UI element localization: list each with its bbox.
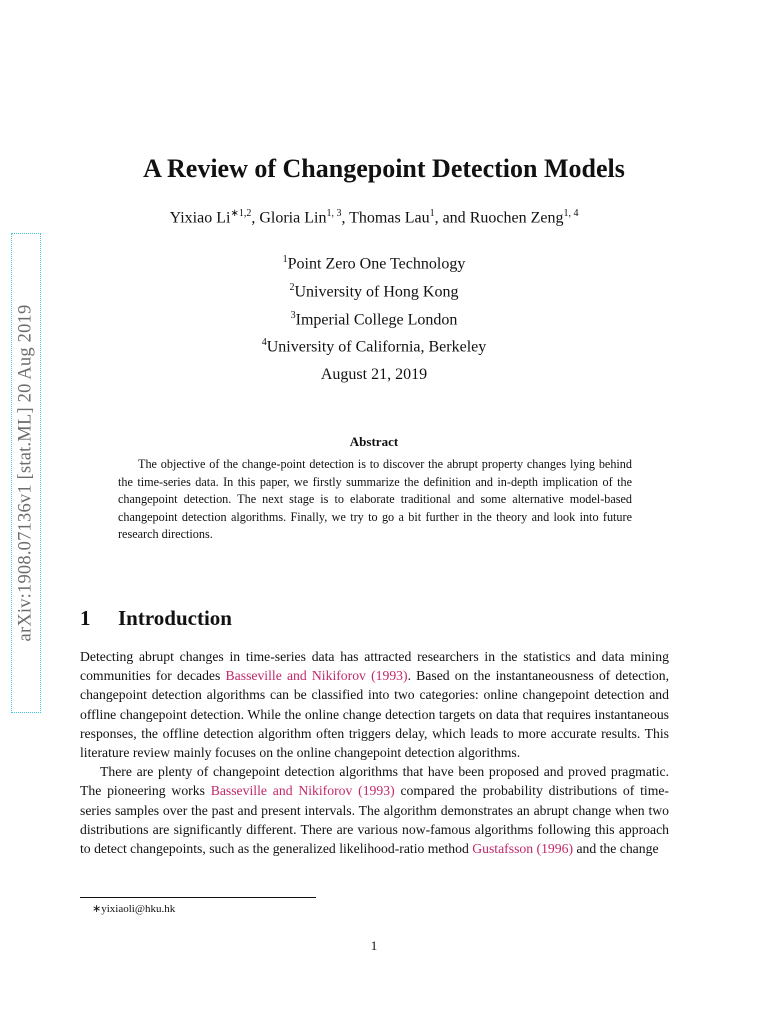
- affiliation-mark: 1: [282, 254, 288, 265]
- author-affiliation-mark: 1, 3: [326, 208, 342, 219]
- affiliation-name: Imperial College London: [295, 310, 458, 328]
- citation-year: 1993: [375, 668, 404, 684]
- section-heading: [80, 606, 232, 631]
- section-number: 1: [80, 606, 91, 630]
- page-number: 1: [370, 938, 378, 953]
- author-separator: ,: [341, 209, 350, 227]
- affiliation-line: [0, 276, 748, 304]
- citation-link[interactable]: Basseville and Nikiforov (1993): [210, 783, 395, 799]
- section-title: Introduction: [118, 606, 232, 630]
- author-affiliation-mark: 1, 4: [563, 208, 579, 219]
- paragraph: [80, 647, 669, 762]
- author-name: Thomas Lau: [349, 209, 430, 227]
- paragraph-text: Detecting abrupt changes in time-series data has attracted researchers in the statistics and data mining communities for decades: [80, 649, 669, 684]
- citation-link[interactable]: Basseville and Nikiforov (1993): [225, 668, 408, 684]
- publication-date: August 21, 2019: [320, 366, 428, 383]
- citation-year: 1996: [541, 841, 569, 857]
- author-list: [0, 208, 748, 227]
- author-separator: , and: [434, 209, 470, 227]
- affiliation-name: University of California, Berkeley: [266, 338, 487, 356]
- affiliation-line: [0, 304, 748, 332]
- affiliation-mark: 3: [290, 309, 296, 321]
- affiliation-list: [0, 248, 748, 359]
- citation-author: Basseville and Nikiforov: [225, 668, 366, 684]
- arxiv-identifier: arXiv:1908.07136v1 [stat.ML] 20 Aug 2019: [15, 304, 36, 642]
- citation-year: 1993: [362, 783, 391, 799]
- author-affiliation-mark: ∗1,2: [230, 208, 252, 219]
- abstract-text: The objective of the change-point detection is to discover the abrupt property changes lying behind the time-series data. In this paper, we firstly summarize the definition and in-depth implication of the changepoint detection. The next stage is to elaborate traditional and some alternative model-based changepoint detection algorithms. Finally, we try to go a bit further in the theory and look into future research directions.: [118, 457, 632, 542]
- paper-title: A Review of Changepoint Detection Models: [143, 154, 625, 183]
- introduction-body: [80, 647, 669, 858]
- paragraph: [80, 762, 669, 858]
- affiliation-name: University of Hong Kong: [294, 283, 459, 301]
- affiliation-line: [0, 331, 748, 359]
- footnote: ∗yixiaoli@hku.hk: [92, 903, 176, 915]
- citation-author: Basseville and Nikiforov: [210, 783, 353, 799]
- affiliation-mark: 2: [289, 281, 295, 293]
- footnote-divider: [80, 897, 316, 898]
- abstract-heading: Abstract: [349, 434, 399, 449]
- affiliation-mark: 4: [261, 337, 267, 349]
- paragraph-text: . Based on the instantaneousness of detection, changepoint detection algorithms can be classified into two categories: online changepoint detection and offline changepoint detection. While the online change detection targets on data that requires instantaneous responses, the offline detection algorithm often triggers delay, which leads to more accurate results. This literature review mainly focuses on the online changepoint detection algorithms.: [80, 668, 669, 761]
- author-separator: ,: [251, 209, 260, 227]
- author-name: Ruochen Zeng: [469, 209, 564, 227]
- paragraph-text: compared the probability distributions of time-series samples over the past and present intervals. The algorithm demonstrates an abrupt change when two distributions are significantly different. There are various now-famous algorithms following this approach to detect changepoints, such as the generalized likelihood-ratio method: [80, 783, 669, 857]
- affiliation-name: Point Zero One Technology: [287, 255, 466, 273]
- paragraph-text: There are plenty of changepoint detection algorithms that have been proposed and proved pragmatic. The pioneering works: [80, 764, 669, 799]
- author-name: Gloria Lin: [259, 209, 327, 227]
- author-affiliation-mark: 1: [429, 208, 435, 219]
- paragraph-text: and the change: [573, 841, 659, 857]
- citation-link[interactable]: Gustafsson (1996): [472, 841, 574, 857]
- citation-author: Gustafsson: [472, 841, 534, 857]
- author-name: Yixiao Li: [169, 209, 231, 227]
- affiliation-line: [0, 248, 748, 276]
